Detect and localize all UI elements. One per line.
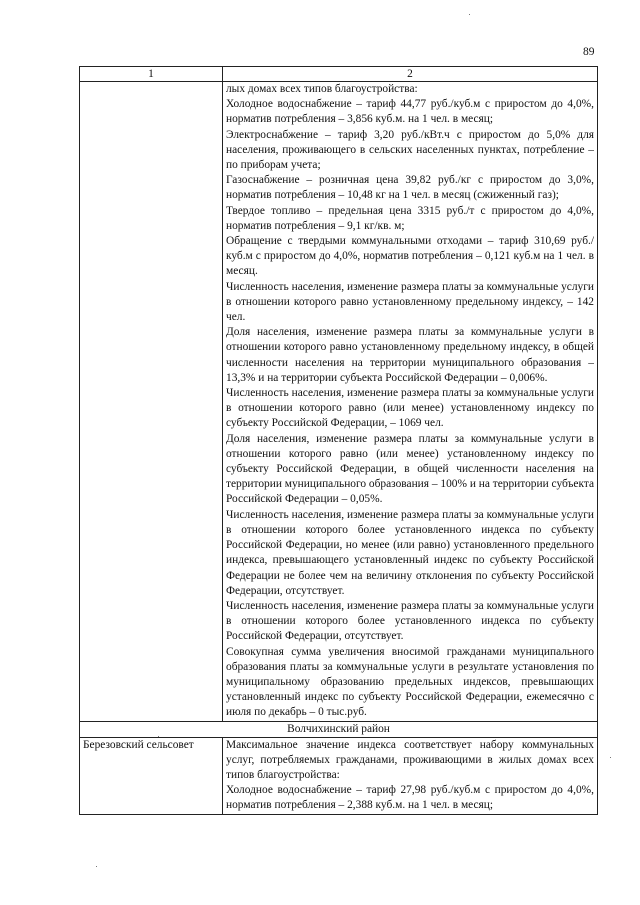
table-row [80, 737, 598, 814]
page-number: 89 [583, 46, 595, 58]
paragraph: Численность населения, изменение размера платы за коммунальные услуги в отношении которого более установленного индекса по субъекту Российской Федерации, отсутствует. [226, 599, 594, 643]
paragraph: Численность населения, изменение размера платы за коммунальные услуги в отношении которого равно установленному предельному индексу, – 142 чел. [226, 280, 594, 324]
paragraph: Численность населения, изменение размера платы за коммунальные услуги в отношении которого равно (или менее) установленному индексу по субъекту Российской Федерации, – 1069 чел. [226, 387, 594, 430]
tariff-table [79, 66, 598, 815]
description-cell [223, 82, 598, 722]
district-row [80, 721, 598, 737]
column-header-2: 2 [223, 67, 598, 82]
paragraph: Совокупная сумма увеличения вносимой гражданами муниципального образования платы за коммунальные услуги в результате установления по муниципальному образованию предельных индексов, превышающих установленный индекс по субъекту Российской Федерации, ежемесячно с июля по декабрь – 0 тыс.руб. [226, 645, 594, 719]
paragraph: Твердое топливо – предельная цена 3315 руб./т с приростом до 4,0%, норматив потребления – 9,1 кг/кв. м; [226, 204, 594, 232]
district-name: Волчихинский район [80, 721, 598, 737]
paragraph: Численность населения, изменение размера платы за коммунальные услуги в отношении которого более установленного индекса по субъекту Российской Федерации, но менее (или равно) установленного предельного индекса, превышающего установленный индекс по субъекту Российской Федерации не более чем на величину отклонения по субъекту Российской Федерации, отсутствует. [226, 508, 594, 597]
paragraph: Газоснабжение – розничная цена 39,82 руб./кг с приростом до 3,0%, норматив потребления – 10,48 кг на 1 чел. в месяц (сжиженный газ); [226, 174, 594, 202]
paragraph: Максимальное значение индекса соответствует набору коммунальных услуг, потребляемых гражданами, проживающими в жилых домах всех типов благоустройства: [226, 738, 594, 781]
scan-speck [96, 866, 97, 867]
description-cell [223, 737, 598, 814]
municipality-name: Березовский сельсовет [80, 737, 223, 814]
paragraph: лых домах всех типов благоустройства: [226, 83, 418, 95]
paragraph: Доля населения, изменение размера платы за коммунальные услуги в отношении которого равно (или менее) установленному индексу по субъекту Российской Федерации, в общей численности населения на территории муниципального образования – 100% и на территории субъекта Российской Федерации – 0,05%. [226, 432, 594, 506]
column-header-1: 1 [80, 67, 223, 82]
paragraph: Холодное водоснабжение – тариф 27,98 руб./куб.м с приростом до 4,0%, норматив потребления – 2,388 куб.м. на 1 чел. в месяц; [226, 784, 594, 812]
table-row [80, 82, 598, 722]
paragraph: Обращение с твердыми коммунальными отходами – тариф 310,69 руб./куб.м с приростом до 4,0%, норматив потребления – 0,121 куб.м на 1 чел. в месяц. [226, 235, 594, 278]
paragraph: Холодное водоснабжение – тариф 44,77 руб./куб.м с приростом до 4,0%, норматив потребления – 3,856 куб.м. на 1 чел. в месяц; [226, 98, 594, 126]
scan-speck [610, 757, 611, 758]
municipality-cell-empty [80, 82, 223, 722]
paragraph: Доля населения, изменение размера платы за коммунальные услуги в отношении которого равно установленному предельному индексу, в общей численности населения на территории муниципального образования – 13,3% и на территории субъекта Российской Федерации – 0,006%. [226, 326, 594, 384]
scan-speck [469, 14, 470, 15]
table-header-row [80, 67, 598, 82]
paragraph: Электроснабжение – тариф 3,20 руб./кВт.ч с приростом до 5,0% для населения, проживающего в сельских населенных пунктах, потребление – по приборам учета; [226, 128, 594, 172]
scan-speck [158, 736, 159, 737]
